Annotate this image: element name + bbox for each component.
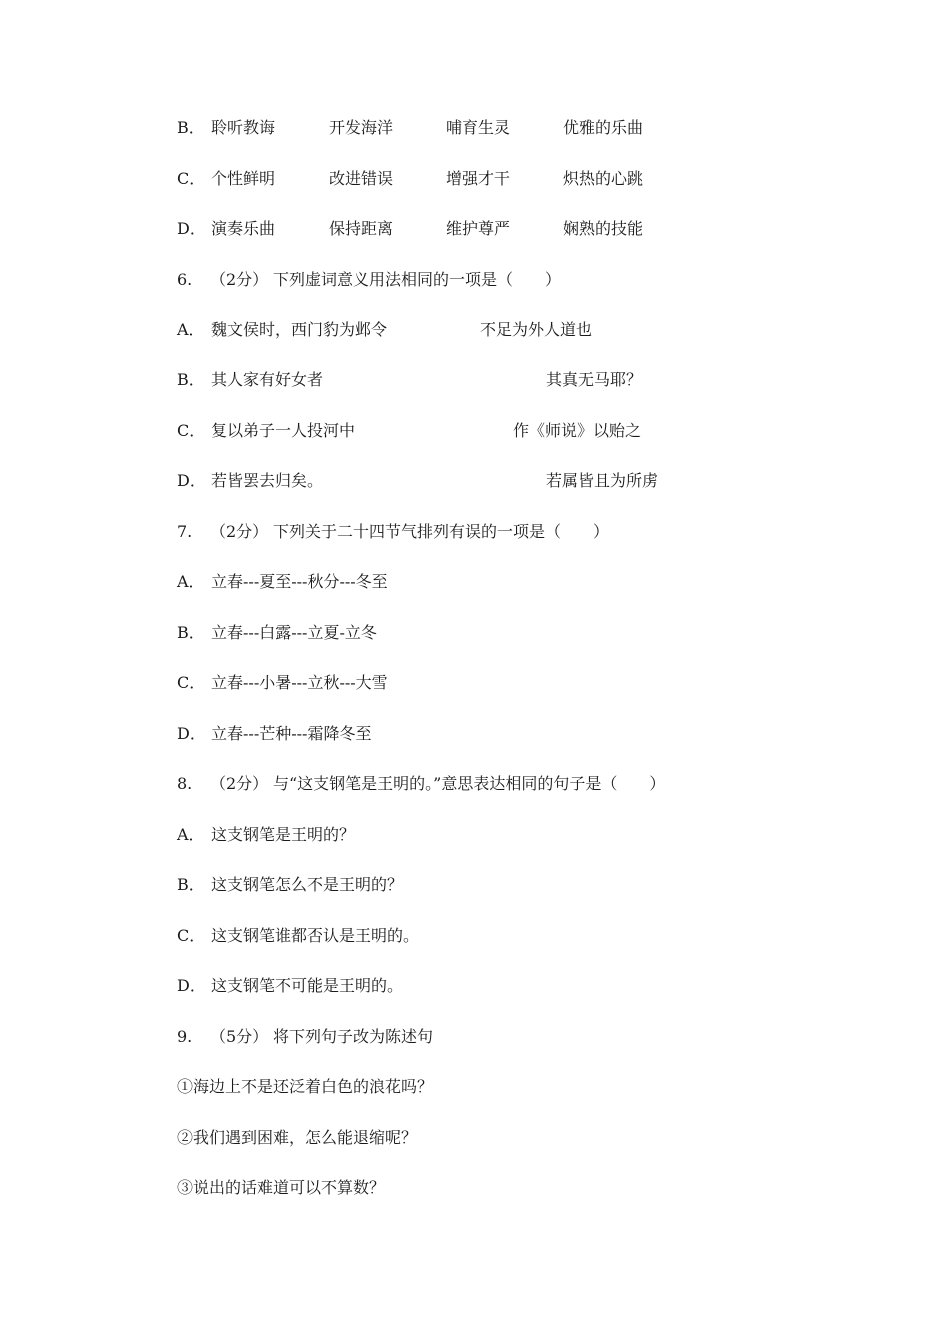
option-letter: B． xyxy=(177,875,205,894)
question-stem: 下列关于二十四节气排列有误的一项是（ ） xyxy=(273,522,610,541)
option-letter: C． xyxy=(177,169,206,188)
option-word: 增强才干 xyxy=(446,169,511,188)
option-word: 聆听教诲 xyxy=(211,118,276,137)
option-letter: C． xyxy=(177,673,206,692)
question-number: 8. xyxy=(177,774,193,793)
option-text: 这支钢笔谁都否认是王明的。 xyxy=(211,926,420,945)
option-letter: A． xyxy=(177,825,205,844)
option-text: 不足为外人道也 xyxy=(480,320,593,339)
option-letter: D． xyxy=(177,724,206,743)
option-letter: B． xyxy=(177,370,205,389)
option-text: 作《师说》以贻之 xyxy=(513,421,642,440)
question-score: （5分） xyxy=(210,1027,269,1046)
option-word: 保持距离 xyxy=(329,219,394,238)
option-word: 维护尊严 xyxy=(446,219,511,238)
sentence-item: ①海边上不是还泛着白色的浪花吗？ xyxy=(177,1077,434,1096)
sentence-item: ③说出的话难道可以不算数？ xyxy=(177,1178,386,1197)
question-number: 9. xyxy=(177,1027,193,1046)
option-text: 若皆罢去归矣。 xyxy=(211,471,324,490)
option-text: 这支钢笔是王明的？ xyxy=(211,825,356,844)
option-text: 若属皆且为所虏 xyxy=(546,471,659,490)
option-word: 哺育生灵 xyxy=(446,118,511,137)
question-score: （2分） xyxy=(210,522,269,541)
sentence-item: ②我们遇到困难，怎么能退缩呢？ xyxy=(177,1128,418,1147)
option-word: 开发海洋 xyxy=(329,118,394,137)
option-letter: B． xyxy=(177,623,205,642)
question-score: （2分） xyxy=(210,270,269,289)
option-word: 改进错误 xyxy=(329,169,394,188)
option-letter: A． xyxy=(177,572,205,591)
option-text: 这支钢笔不可能是王明的。 xyxy=(211,976,404,995)
question-stem: 将下列句子改为陈述句 xyxy=(273,1027,434,1046)
option-text: 立春---小暑---立秋---大雪 xyxy=(211,673,388,692)
option-text: 其真无马耶？ xyxy=(546,370,643,389)
option-word: 炽热的心跳 xyxy=(563,169,644,188)
option-word: 演奏乐曲 xyxy=(211,219,276,238)
option-word: 个性鲜明 xyxy=(211,169,276,188)
option-text: 复以弟子一人投河中 xyxy=(211,421,356,440)
option-text: 魏文侯时，西门豹为邺令 xyxy=(211,320,388,339)
option-word: 优雅的乐曲 xyxy=(563,118,644,137)
option-letter: D． xyxy=(177,471,206,490)
question-score: （2分） xyxy=(210,774,269,793)
option-text: 这支钢笔怎么不是王明的？ xyxy=(211,875,404,894)
option-letter: D． xyxy=(177,219,206,238)
option-letter: C． xyxy=(177,926,206,945)
option-letter: B． xyxy=(177,118,205,137)
option-text: 立春---白露---立夏-立冬 xyxy=(211,623,377,642)
option-letter: C． xyxy=(177,421,206,440)
question-stem: 与“这支钢笔是王明的。”意思表达相同的句子是（ ） xyxy=(273,774,666,793)
option-word: 娴熟的技能 xyxy=(563,219,644,238)
option-text: 立春---夏至---秋分---冬至 xyxy=(211,572,388,591)
option-letter: D． xyxy=(177,976,206,995)
question-number: 6. xyxy=(177,270,193,289)
option-letter: A． xyxy=(177,320,205,339)
question-number: 7. xyxy=(177,522,193,541)
option-text: 立春---芒种---霜降冬至 xyxy=(211,724,372,743)
question-stem: 下列虚词意义用法相同的一项是（ ） xyxy=(273,270,562,289)
option-text: 其人家有好女者 xyxy=(211,370,324,389)
